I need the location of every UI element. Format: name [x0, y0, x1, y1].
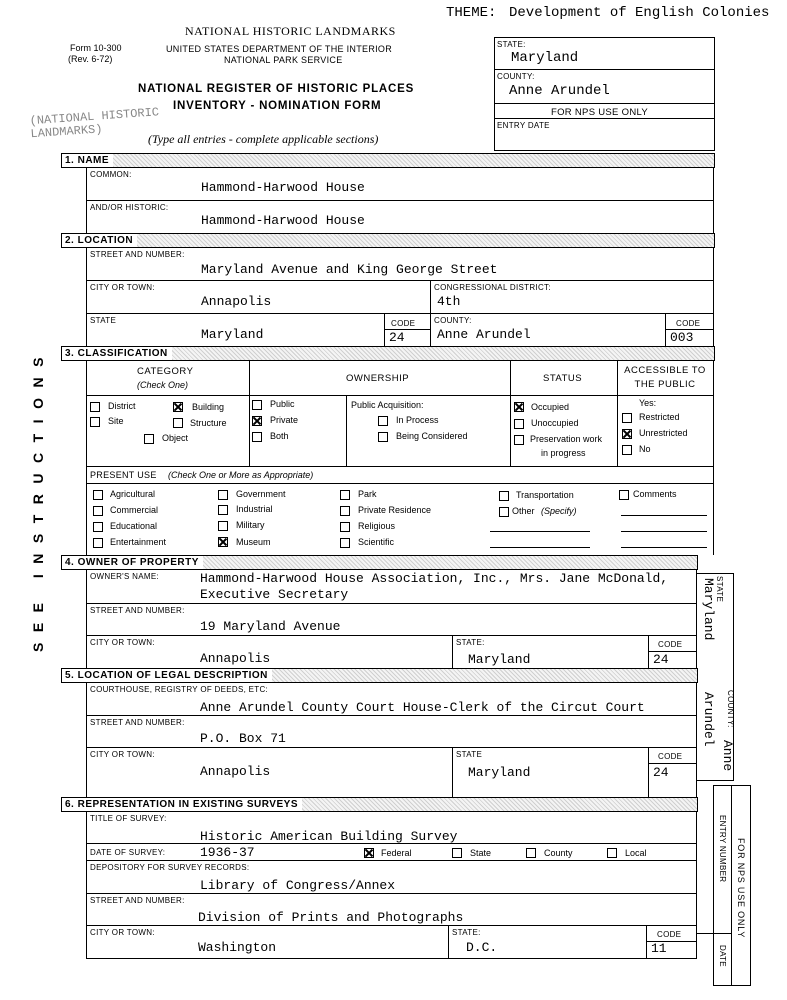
survey-state: D.C.	[466, 940, 498, 955]
legal-city-label: CITY OR TOWN:	[90, 750, 155, 759]
category-header: CATEGORY	[137, 366, 194, 377]
owner-code: 24	[653, 652, 669, 667]
side-entry-number: ENTRY NUMBER	[718, 815, 727, 883]
local-survey-checkbox[interactable]	[607, 848, 617, 858]
acquisition-label: Public Acquisition:	[351, 400, 424, 410]
location-county: Anne Arundel	[437, 327, 531, 342]
section-surveys-band	[61, 797, 698, 812]
landmarks-title: NATIONAL HISTORIC LANDMARKS	[185, 24, 396, 38]
object-label: Object	[162, 433, 189, 443]
industrial-checkbox[interactable]	[218, 505, 228, 515]
owner-city-label: CITY OR TOWN:	[90, 638, 155, 647]
scientific-label: Scientific	[358, 537, 395, 547]
both-checkbox[interactable]	[252, 432, 262, 442]
legal-street: P.O. Box 71	[200, 731, 286, 746]
side-county-label: COUNTY:	[726, 690, 735, 728]
location-street-label: STREET AND NUMBER:	[90, 250, 185, 259]
occupied-label: Occupied	[531, 402, 570, 412]
present-use-note: (Check One or More as Appropriate)	[168, 470, 314, 480]
district-checkbox[interactable]	[90, 402, 100, 412]
location-state-code: 24	[389, 330, 405, 345]
district-label: District	[108, 401, 136, 411]
survey-title: Historic American Building Survey	[200, 829, 458, 844]
register-title: NATIONAL REGISTER OF HISTORIC PLACES	[138, 83, 415, 95]
section-name-band	[61, 153, 715, 168]
military-label: Military	[236, 520, 265, 530]
survey-city: Washington	[198, 940, 277, 955]
state-survey-checkbox[interactable]	[452, 848, 462, 858]
side-county-value-2: Arundel	[701, 692, 716, 747]
owner-code-label: CODE	[658, 640, 683, 649]
side-nps-use: FOR NPS USE ONLY	[736, 838, 746, 939]
legal-city: Annapolis	[200, 764, 271, 779]
private-label: Private	[270, 415, 299, 425]
owner-name-line2: Executive Secretary	[200, 587, 349, 602]
building-checkbox[interactable]	[173, 402, 183, 412]
section-classification-band	[61, 346, 715, 361]
theme-value: Development of English Colonies	[509, 5, 770, 21]
no-checkbox[interactable]	[622, 445, 632, 455]
in-process-label: In Process	[396, 415, 439, 425]
owner-name-label: OWNER'S NAME:	[90, 572, 159, 581]
location-county-code: 003	[670, 330, 694, 345]
entertainment-label: Entertainment	[110, 537, 167, 547]
transportation-checkbox[interactable]	[499, 491, 509, 501]
entry-date-label: ENTRY DATE	[497, 121, 550, 130]
being-considered-label: Being Considered	[396, 431, 468, 441]
nps-county-value: Anne Arundel	[509, 83, 610, 99]
side-state-value: Maryland	[701, 578, 716, 641]
nps-state-label: STATE:	[497, 40, 526, 49]
department-name: UNITED STATES DEPARTMENT OF THE INTERIOR	[166, 44, 393, 54]
status-header: STATUS	[543, 373, 583, 384]
form-number: Form 10-300	[70, 43, 122, 53]
location-state: Maryland	[201, 327, 264, 342]
accessible-header: ACCESSIBLE TO THE PUBLIC	[624, 365, 706, 390]
section-surveys-title: 6. REPRESENTATION IN EXISTING SURVEYS	[62, 798, 302, 811]
restricted-label: Restricted	[639, 412, 680, 422]
occupied-checkbox[interactable]	[514, 402, 524, 412]
preservation-label: Preservation work	[530, 434, 603, 444]
side-state-label: STATE	[715, 576, 724, 603]
legal-code: 24	[653, 765, 669, 780]
county-survey-label: County	[544, 848, 573, 858]
other-checkbox[interactable]	[499, 507, 509, 517]
historic-name: Hammond-Harwood House	[201, 213, 365, 228]
section-legal-band	[61, 668, 698, 683]
religious-checkbox[interactable]	[340, 522, 350, 532]
other-label: Other	[512, 506, 535, 516]
unoccupied-checkbox[interactable]	[514, 419, 524, 429]
government-label: Government	[236, 489, 286, 499]
comments-checkbox[interactable]	[619, 490, 629, 500]
commercial-label: Commercial	[110, 505, 159, 515]
agricultural-label: Agricultural	[110, 489, 156, 499]
theme-label: THEME:	[446, 5, 497, 21]
section-name-title: 1. NAME	[62, 154, 113, 167]
form-title: INVENTORY - NOMINATION FORM	[173, 100, 382, 112]
form-revision: (Rev. 6-72)	[68, 54, 113, 64]
museum-label: Museum	[236, 537, 271, 547]
specify-note: (Specify)	[541, 506, 577, 516]
survey-street-label: STREET AND NUMBER:	[90, 896, 185, 905]
educational-checkbox[interactable]	[93, 522, 103, 532]
private-checkbox[interactable]	[252, 416, 262, 426]
nps-state-value: Maryland	[511, 50, 579, 66]
state-survey-label: State	[470, 848, 492, 858]
location-state-code-label: CODE	[391, 319, 416, 328]
no-label: No	[639, 444, 651, 454]
depository-label: DEPOSITORY FOR SURVEY RECORDS:	[90, 863, 250, 872]
district-value: 4th	[437, 294, 461, 309]
legal-street-label: STREET AND NUMBER:	[90, 718, 185, 727]
owner-name-line1: Hammond-Harwood House Association, Inc., Mrs. Jane McDonald,	[200, 571, 669, 586]
common-label: COMMON:	[90, 170, 132, 179]
owner-city: Annapolis	[200, 651, 271, 666]
park-checkbox[interactable]	[340, 490, 350, 500]
section-owner-band	[61, 555, 698, 570]
side-date: DATE	[718, 945, 727, 967]
courthouse-value: Anne Arundel County Court House-Clerk of the Circut Court	[200, 700, 645, 715]
transportation-label: Transportation	[516, 490, 574, 500]
section-classification-title: 3. CLASSIFICATION	[62, 347, 172, 360]
section-location-title: 2. LOCATION	[62, 234, 137, 247]
military-checkbox[interactable]	[218, 521, 228, 531]
depository-value: Library of Congress/Annex	[200, 878, 396, 893]
government-checkbox[interactable]	[218, 490, 228, 500]
survey-city-label: CITY OR TOWN:	[90, 928, 155, 937]
being-considered-checkbox[interactable]	[378, 432, 388, 442]
both-label: Both	[270, 431, 289, 441]
religious-label: Religious	[358, 521, 396, 531]
federal-checkbox[interactable]	[364, 848, 374, 858]
location-state-label: STATE	[90, 316, 117, 325]
commercial-checkbox[interactable]	[93, 506, 103, 516]
county-survey-checkbox[interactable]	[526, 848, 536, 858]
survey-code-label: CODE	[657, 930, 682, 939]
side-county-value-1: Anne	[720, 740, 735, 772]
public-checkbox[interactable]	[252, 400, 262, 410]
scientific-checkbox[interactable]	[340, 538, 350, 548]
agricultural-checkbox[interactable]	[93, 490, 103, 500]
nps-county-label: COUNTY:	[497, 72, 535, 81]
location-city: Annapolis	[201, 294, 272, 309]
site-label: Site	[108, 416, 124, 426]
location-city-label: CITY OR TOWN:	[90, 283, 155, 292]
district-label: CONGRESSIONAL DISTRICT:	[434, 283, 551, 292]
owner-street: 19 Maryland Avenue	[200, 619, 341, 634]
preservation-checkbox[interactable]	[514, 435, 524, 445]
unrestricted-checkbox[interactable]	[622, 429, 632, 439]
survey-date: 1936-37	[200, 845, 255, 860]
owner-state-label: STATE:	[456, 638, 485, 647]
owner-street-label: STREET AND NUMBER:	[90, 606, 185, 615]
location-street: Maryland Avenue and King George Street	[201, 262, 498, 277]
entertainment-checkbox[interactable]	[93, 538, 103, 548]
section-owner-title: 4. OWNER OF PROPERTY	[62, 556, 203, 569]
unrestricted-label: Unrestricted	[639, 428, 688, 438]
survey-title-label: TITLE OF SURVEY:	[90, 814, 167, 823]
common-name: Hammond-Harwood House	[201, 180, 365, 195]
site-checkbox[interactable]	[90, 417, 100, 427]
industrial-label: Industrial	[236, 504, 273, 514]
object-checkbox[interactable]	[144, 434, 154, 444]
public-label: Public	[270, 399, 295, 409]
service-name: NATIONAL PARK SERVICE	[224, 55, 343, 65]
legal-state-label: STATE	[456, 750, 483, 759]
instructions-note: (Type all entries - complete applicable sections)	[148, 132, 379, 146]
survey-date-label: DATE OF SURVEY:	[90, 848, 166, 857]
section-legal-title: 5. LOCATION OF LEGAL DESCRIPTION	[62, 669, 272, 682]
yes-label: Yes:	[639, 398, 657, 408]
ownership-header: OWNERSHIP	[346, 373, 410, 384]
survey-street: Division of Prints and Photographs	[198, 910, 464, 925]
in-process-checkbox[interactable]	[378, 416, 388, 426]
local-survey-label: Local	[625, 848, 647, 858]
restricted-checkbox[interactable]	[622, 413, 632, 423]
owner-state: Maryland	[468, 652, 531, 667]
present-use-label: PRESENT USE	[90, 470, 157, 480]
park-label: Park	[358, 489, 377, 499]
structure-label: Structure	[190, 418, 227, 428]
survey-state-label: STATE:	[452, 928, 481, 937]
survey-code: 11	[651, 941, 667, 956]
building-label: Building	[192, 402, 225, 412]
historic-label: AND/OR HISTORIC:	[90, 203, 169, 212]
private-residence-checkbox[interactable]	[340, 506, 350, 516]
federal-label: Federal	[381, 848, 412, 858]
nps-use-only: FOR NPS USE ONLY	[551, 107, 649, 118]
unoccupied-label: Unoccupied	[531, 418, 579, 428]
location-county-label: COUNTY:	[434, 316, 472, 325]
see-instructions: SEE INSTRUCTIONS	[30, 347, 46, 652]
in-progress-label: in progress	[541, 448, 586, 458]
check-one-note: (Check One)	[137, 380, 189, 390]
section-location-band	[61, 233, 715, 248]
educational-label: Educational	[110, 521, 158, 531]
structure-checkbox[interactable]	[173, 418, 183, 428]
museum-checkbox[interactable]	[218, 537, 228, 547]
private-residence-label: Private Residence	[358, 505, 432, 515]
stamp: (NATIONAL HISTORIC LANDMARKS)	[29, 105, 160, 142]
location-county-code-label: CODE	[676, 319, 701, 328]
courthouse-label: COURTHOUSE, REGISTRY OF DEEDS, ETC:	[90, 685, 269, 694]
legal-state: Maryland	[468, 765, 531, 780]
comments-label: Comments	[633, 489, 677, 499]
legal-code-label: CODE	[658, 752, 683, 761]
